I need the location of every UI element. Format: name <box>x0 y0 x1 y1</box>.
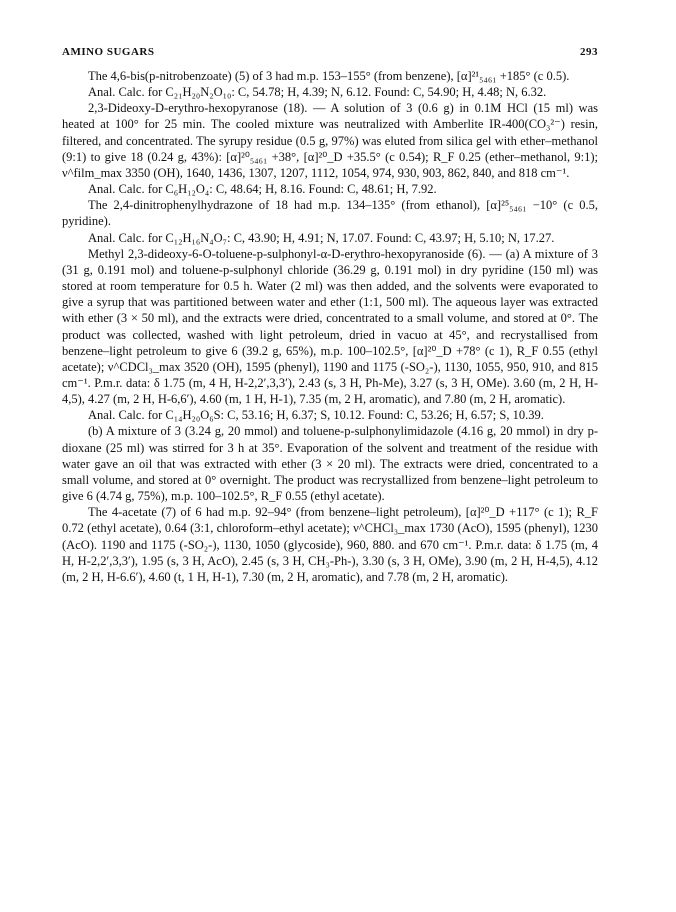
paragraph-anal-18: Anal. Calc. for C₆H₁₂O₄: C, 48.64; H, 8.16. Found: C, 48.61; H, 7.92. <box>88 182 437 197</box>
article-body <box>62 68 598 585</box>
paragraph-dideoxy-hexopyranose: 2,3-Dideoxy-D-erythro-hexopyranose (18). — A solution of 3 (0.6 g) in 0.1M HCl (15 ml) was heated at 100° for 25 min. The cooled mixture was neutralized with Amberlite IR-400(CO₃²⁻) resin, filtered, and concentrated. The syrupy residue (0.5 g, 97%) was eluted from silica gel with ether–methanol (9:1) to give 18 (0.24 g, 43%): [α]²⁰₅₄₆₁ +38°, [α]²⁰_D +35.5° (c 0.54); R_F 0.25 (ether–methanol, 9:1); ν^film_max 3350 (OH), 1640, 1436, 1307, 1207, 1112, 1054, 974, 930, 903, 862, 840, and 818 cm⁻¹. <box>62 101 598 180</box>
paragraph-dinitrophenylhydrazone: The 2,4-dinitrophenylhydrazone of 18 had m.p. 134–135° (from ethanol), [α]²⁵₅₄₆₁ −10° (c 0.5, pyridine). <box>62 198 598 229</box>
paragraph-anal-hydrazone: Anal. Calc. for C₁₂H₁₆N₄O₇: C, 43.90; H, 4.91; N, 17.07. Found: C, 43.97; H, 5.10; N, 17.27. <box>88 230 555 245</box>
paragraph-tosylate-method-b: (b) A mixture of 3 (3.24 g, 20 mmol) and toluene-p-sulphonylimidazole (4.16 g, 20 mmol) in dry p-dioxane (25 ml) was stirred for 3 h at 35°. Evaporation of the solvent and treatment of the residue with water gave an oil that was extracted with ether (3 × 20 ml). The extracts were dried, concentrated to a small volume, and stored at 0° overnight. The product was recrystallized from benzene–light petroleum to give 6 (4.74 g, 75%), m.p. 100–102.5°, R_F 0.55 (ethyl acetate). <box>62 424 598 504</box>
running-head-title: AMINO SUGARS <box>62 46 155 58</box>
paragraph-4-acetate: The 4-acetate (7) of 6 had m.p. 92–94° (from benzene–light petroleum), [α]²⁰_D +117° (c 1); R_F 0.72 (ethyl acetate), 0.64 (3:1, chloroform–ethyl acetate); ν^CHCl₃_max 1730 (AcO), 1595 (phenyl), 1230 (AcO). 1190 and 1175 (-SO₂-), 1130, 1050 (glycoside), 960, 880. and 670 cm⁻¹. P.m.r. data: δ 1.75 (m, 4 H, H-2,2′,3,3′), 1.95 (s, 3 H, AcO), 2.45 (s, 3 H, CH₃-Ph-), 3.30 (s, 3 H, OMe), 3.90 (m, 2 H, H-4,5), 4.12 (m, 2 H, H-6.6′), 4.60 (t, 1 H, H-1), 7.30 (m, 2 H, aromatic), and 7.78 (m, 2 H, aromatic). <box>62 505 598 584</box>
page-number: 293 <box>580 46 598 58</box>
paragraph-anal-5: Anal. Calc. for C₂₁H₂₀N₂O₁₀: C, 54.78; H, 4.39; N, 6.12. Found: C, 54.90; H, 4.48; N, 6.32. <box>88 85 547 100</box>
paragraph-anal-6: Anal. Calc. for C₁₄H₂₀O₆S: C, 53.16; H, 6.37; S, 10.12. Found: C, 53.26; H, 6.57; S, 10.39. <box>88 408 544 423</box>
paragraph-bis-nitrobenzoate: The 4,6-bis(p-nitrobenzoate) (5) of 3 had m.p. 153–155° (from benzene), [α]²¹₅₄₆₁ +185° (c 0.5). <box>88 69 570 83</box>
paragraph-tosylate-method-a: Methyl 2,3-dideoxy-6-O-toluene-p-sulphonyl-α-D-erythro-hexopyranoside (6). — (a) A mixture of 3 (31 g, 0.191 mol) and toluene-p-sulphonyl chloride (36.29 g, 0.191 mol) in dry pyridine (150 ml) was stored at room temperature for 0.5 h. Water (2 ml) was then added, and the solvents were evaporated to give a syrup that was partitioned between water and ether (1:1, 500 ml). The aqueous layer was extracted with ether (3 × 50 ml), and the extracts were dried, concentrated to a small volume, and stored at 0°. The product was collected, washed with light petroleum, dried in vacuo at 45°, and recrystallised from benzene–light petroleum to give 6 (39.2 g, 65%), m.p. 100–102.5°, [α]²⁰_D +78° (c 1), R_F 0.55 (ethyl acetate); ν^CDCl₃_max 3520 (OH), 1595 (phenyl), 1190 and 1175 (-SO₂-), 1130, 1055, 950, 910, and 815 cm⁻¹. P.m.r. data: δ 1.75 (m, 4 H, H-2,2′,3,3′), 2.43 (s, 3 H, Ph-Me), 3.27 (s, 3 H, OMe). 3.60 (m, 2 H, H-4,5), 4.27 (m, 2 H, H-6,6′), 4.60 (m, 1 H, H-1), 7.35 (m, 2 H, aromatic), and 7.80 (m, 2 H, aromatic). <box>62 246 598 407</box>
